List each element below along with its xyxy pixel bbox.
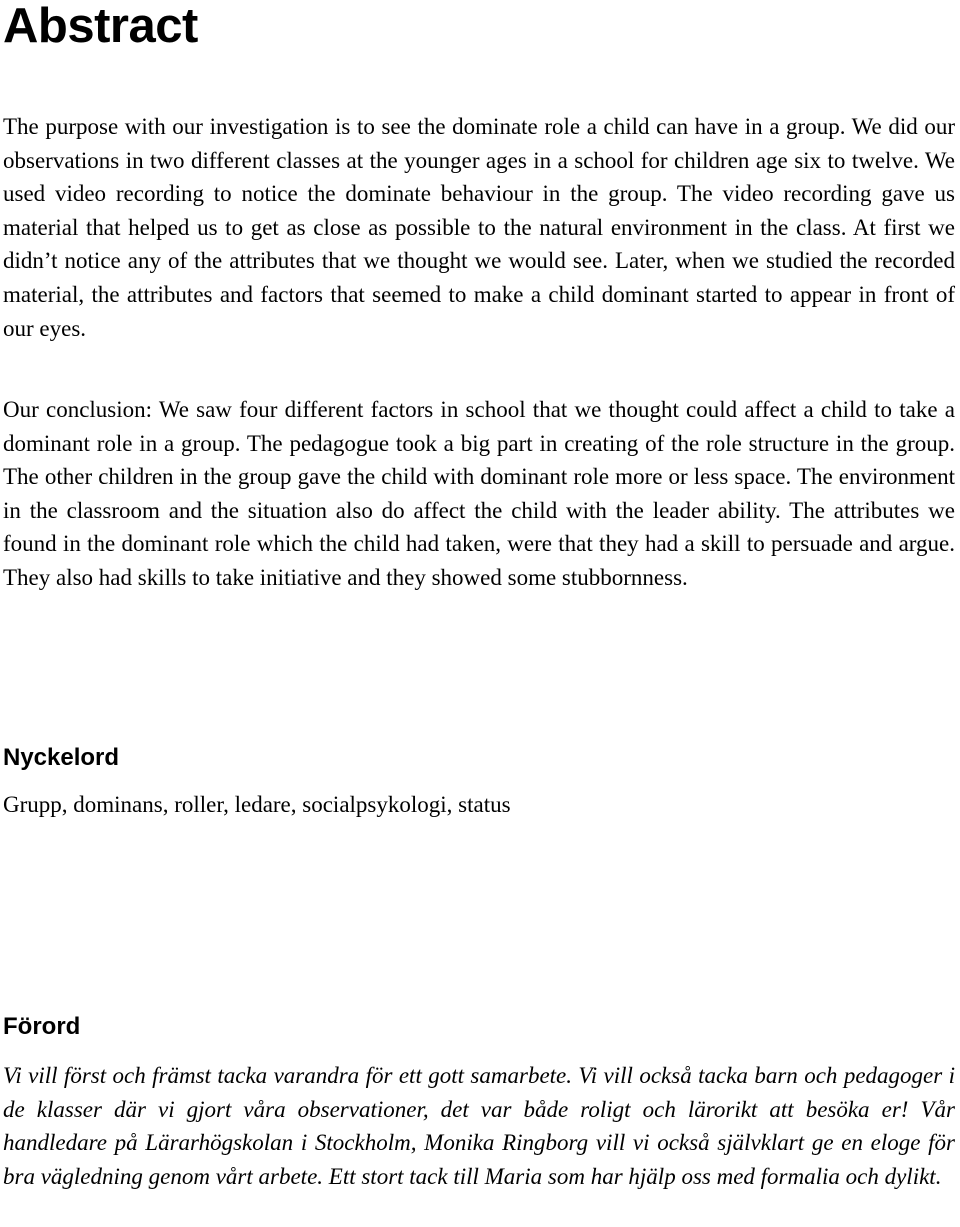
keywords-text: Grupp, dominans, roller, ledare, socialpsykologi, status [3, 792, 511, 817]
abstract-heading: Abstract [3, 0, 198, 53]
foreword-text: Vi vill först och främst tacka varandra för ett gott samarbete. Vi vill också tacka barn och pedagoger i de klasser där vi gjort våra observationer, det var både roligt och lärorikt att besöka er! Vår handledare på Lärarhögskolan i Stockholm, Monika Ringborg vill vi också självklart ge en eloge för bra vägledning genom vårt arbete. Ett stort tack till Maria som har hjälp oss med formalia och dylikt. [3, 1063, 955, 1189]
keywords-heading: Nyckelord [3, 744, 120, 771]
abstract-paragraph-1: The purpose with our investigation is to see the dominate role a child can have in a group. We did our observations in two different classes at the younger ages in a school for children age six to twelve. We used video recording to notice the dominate behaviour in the group. The video recording gave us material that helped us to get as close as possible to the natural environment in the class. At first we didn’t notice any of the attributes that we thought we would see. Later, when we studied the recorded material, the attributes and factors that seemed to make a child dominant started to appear in front of our eyes. [3, 114, 955, 341]
foreword-heading: Förord [3, 1013, 81, 1040]
abstract-paragraph-2: Our conclusion: We saw four different factors in school that we thought could affect a child to take a dominant role in a group. The pedagogue took a big part in creating of the role structure in the group. The other children in the group gave the child with dominant role more or less space. The environment in the classroom and the situation also do affect the child with the leader ability. The attributes we found in the dominant role which the child had taken, were that they had a skill to persuade and argue. They also had skills to take initiative and they showed some stubbornness. [3, 397, 955, 590]
